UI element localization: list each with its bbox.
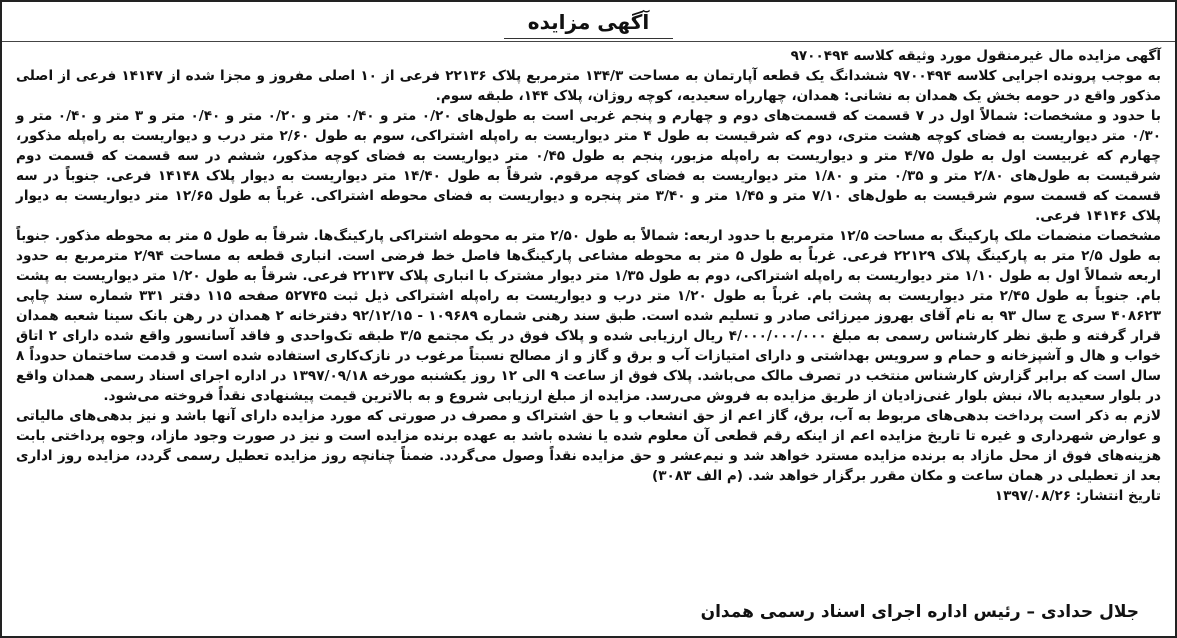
paragraph-heading: آگهی مزایده مال غیرمنقول مورد وثیقه کلاسه ۹۷۰۰۴۹۴ [790,48,1161,64]
paragraph-property: به موجب پرونده اجرایی کلاسه ۹۷۰۰۴۹۴ ششدانگ یک قطعه آپارتمان به مساحت ۱۳۴/۳ مترمربع پلاک ۲۲۱۳۶ فرعی از ۱۰ اصلی مفروز و مجزا شده از ۱۴۱۴۷ فرعی از اصلی مذکور واقع در حومه بخش یک همدان به نشانی: همدان، چهارراه سعیدیه، کوچه روژان، پلاک ۱۴۴، طبقه سوم. [16,68,1161,104]
notice-body [16,46,1161,486]
title-wrap [16,8,1161,39]
paragraph-attachments: مشخصات منضمات ملک پارکینگ به مساحت ۱۲/۵ مترمربع با حدود اربعه: شمالاً به طول ۲/۵۰ متر به محوطه اشتراکی پارکینگ‌ها. شرقاً به طول ۵ متر به محوطه مذکور. جنوباً به طول ۲/۵ متر به پارکینگ پلاک ۲۲۱۲۹ فرعی. غرباً به طول ۵ متر به محوطه مشاعی پارکینگ‌ها فاصل خط فرضی است. انباری قطعه به مساحت ۲/۹۴ مترمربع به حدود اربعه شمالاً اول به طول ۱/۱۰ متر دیواریست به راه‌پله اشتراکی، دوم به طول ۱/۳۵ متر دیوار مشترک با انباری پلاک ۲۲۱۳۷ فرعی. شرقاً به طول ۱/۲۰ متر دیواریست به پشت بام. جنوباً به طول ۲/۴۵ متر دیواریست به پشت بام. غرباً به طول ۱/۲۰ متر درب و دیواریست به راه‌پله اشتراکی ذیل ثبت ۵۲۷۴۵ صفحه ۱۱۵ دفتر ۳۳۱ شماره سند چاپی ۴۰۸۶۲۳ سری ج سال ۹۳ به نام آقای بهروز میرزائی صادر و تسلیم شده است. طبق سند رهنی شماره ۱۰۹۶۸۹ - ۹۲/۱۲/۱۵ دفترخانه ۲ همدان در رهن بانک سینا شعبه همدان قرار گرفته و طبق نظر کارشناس رسمی به مبلغ ۴/۰۰۰/۰۰۰/۰۰۰ ریال ارزیابی شده و پلاک فوق در یک مجتمع ۳/۵ طبقه تک‌واحدی و فاقد آسانسور واقع شده دارای ۲ اتاق خواب و هال و آشپزخانه و حمام و سرویس بهداشتی و دارای امتیازات آب و برق و گاز و از مصالح نسبتاً مرغوب در نازک‌کاری استفاده شده است و قدمت ساختمان حدوداً ۸ سال است که برابر گزارش کارشناس منتخب در تصرف مالک می‌باشد. پلاک فوق از ساعت ۹ الی ۱۲ روز یکشنبه مورخه ۱۳۹۷/۰۹/۱۸ در اداره اجرای اسناد رسمی همدان واقع در بلوار سعیدیه بالا، نبش بلوار غنی‌زادیان از طریق مزایده به فروش می‌رسد. مزایده از مبلغ ارزیابی شروع و به بالاترین قیمت پیشنهادی نقداً فروخته می‌شود. [16,228,1162,404]
notice-title: آگهی مزایده [504,8,673,39]
paragraph-terms: لازم به ذکر است پرداخت بدهی‌های مربوط به آب، برق، گاز اعم از حق انشعاب و یا حق اشتراک و مصرف در صورتی که مورد مزایده دارای آنها باشد و نیز بدهی‌های مالیاتی و عوارض شهرداری و غیره تا تاریخ مزایده اعم از اینکه رقم قطعی آن معلوم شده یا نشده باشد به عهده برنده مزایده است و نیز در صورت وجود مازاد، وجوه پرداختی بابت هزینه‌های فوق از محل مازاد به برنده مزایده مسترد خواهد شد و نیم‌عشر و حق مزایده نقداً وصول می‌گردد. ضمناً چنانچه روز مزایده تعطیل رسمی گردد، مزایده روز اداری بعد از تعطیلی در همان ساعت و مکان مقرر برگزار خواهد شد. (م الف ۳۰۸۳) [16,408,1161,484]
signature: جلال حدادی – رئیس اداره اجرای اسناد رسمی همدان [700,602,1139,622]
paragraph-boundaries: با حدود و مشخصات: شمالاً اول در ۷ قسمت که قسمت‌های دوم و چهارم و پنجم غربی است به طول‌های ۰/۲۰ متر و ۰/۴۰ متر و ۰/۲۰ متر و ۰/۴۰ متر و ۳ متر و ۰/۴۰ متر و ۰/۳۰ متر دیواریست به فضای کوچه هشت متری، دوم که شرقیست به طول ۴ متر دیواریست به راه‌پله اشتراکی، سوم به طول ۲/۶۰ متر درب و دیواریست به راه‌پله مذکور، چهارم که غربیست اول به طول ۴/۷۵ متر و دیواریست به راه‌پله مزبور، پنجم به طول ۰/۴۵ متر دیواریست به فضای کوچه مذکور، ششم در سه قسمت که قسمت دوم شرقیست به طول‌های ۲/۸۰ متر و ۰/۳۵ متر و ۱/۸۰ متر دیواریست به فضای کوچه مرقوم. شرقاً به طول ۱۴/۴۰ متر دیواریست به دیوار پلاک ۱۴۱۴۸ فرعی. جنوباً در سه قسمت که قسمت سوم شرقیست به طول‌های ۷/۱۰ متر و ۱/۴۵ متر و ۳/۴۰ متر پنجره و دیواریست به فضای محوطه اشتراکی. غرباً به طول ۱۲/۶۵ متر دیواریست به دیوار پلاک ۱۴۱۴۶ فرعی. [16,108,1162,224]
title-divider [2,41,1175,42]
publication-date: تاریخ انتشار: ۱۳۹۷/۰۸/۲۶ [994,488,1161,504]
